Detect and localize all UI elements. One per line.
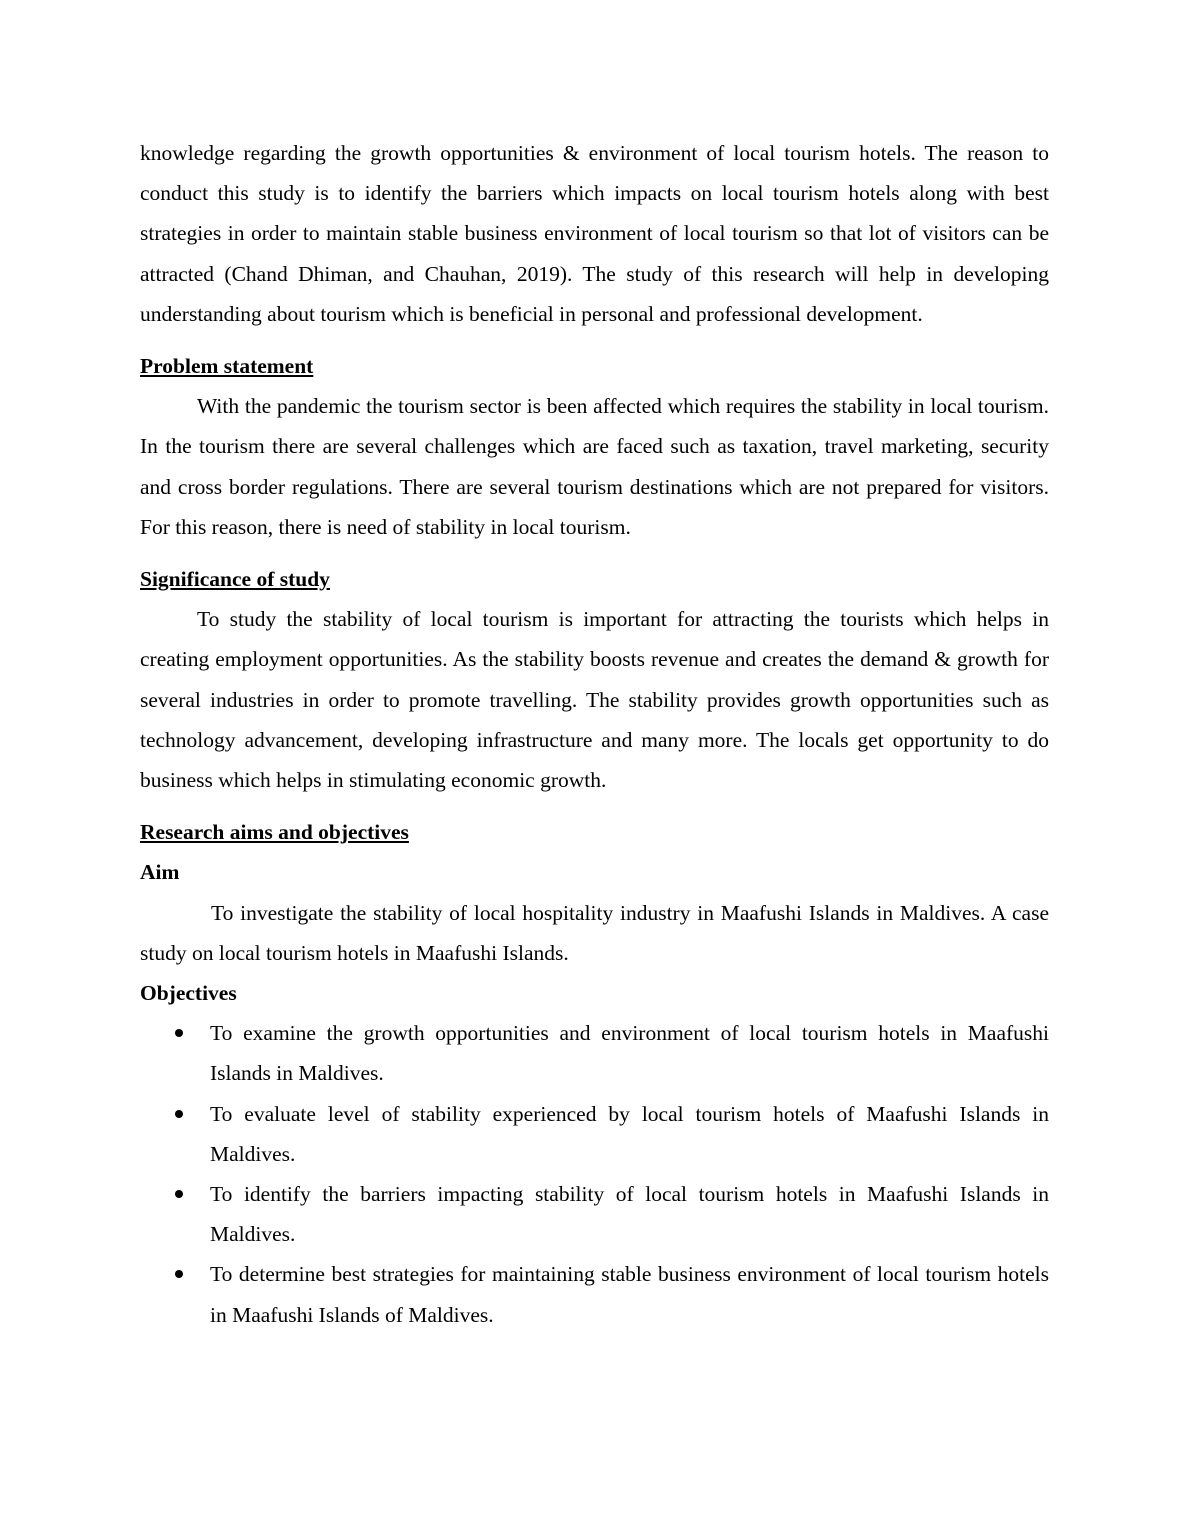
objectives-heading: Objectives <box>140 981 237 1006</box>
objective-item <box>140 1094 1049 1174</box>
bullet-icon <box>175 1190 183 1198</box>
objectives-list <box>140 1013 1049 1335</box>
intro-paragraph: knowledge regarding the growth opportunities & environment of local tourism hotels. The reason to conduct this study is to identify the barriers which impacts on local tourism hotels along with best strategies in order to maintain stable business environment of local tourism so that lot of visitors can be attracted (Chand Dhiman, and Chauhan, 2019). The study of this research will help in developing understanding about tourism which is beneficial in personal and professional development. <box>140 141 1049 326</box>
significance-heading: Significance of study <box>140 567 330 592</box>
objective-item <box>140 1013 1049 1093</box>
objective-text: To determine best strategies for maintaining stable business environment of local tourism hotels in Maafushi Islands of Maldives. <box>210 1262 1049 1327</box>
document-page <box>140 133 1049 1335</box>
objective-item <box>140 1254 1049 1334</box>
bullet-icon <box>175 1110 183 1118</box>
research-aims-heading: Research aims and objectives <box>140 820 409 845</box>
objective-text: To identify the barriers impacting stability of local tourism hotels in Maafushi Islands in Maldives. <box>210 1182 1049 1247</box>
aim-paragraph: To investigate the stability of local hospitality industry in Maafushi Islands in Maldives. A case study on local tourism hotels in Maafushi Islands. <box>140 900 1049 965</box>
objective-text: To examine the growth opportunities and environment of local tourism hotels in Maafushi Islands in Maldives. <box>210 1021 1049 1086</box>
aim-heading: Aim <box>140 860 180 885</box>
problem-statement-paragraph: With the pandemic the tourism sector is been affected which requires the stability in local tourism. In the tourism there are several challenges which are faced such as taxation, travel marketing, security and cross border regulations. There are several tourism destinations which are not prepared for visitors. For this reason, there is need of stability in local tourism. <box>140 394 1049 539</box>
bullet-icon <box>175 1270 183 1278</box>
objective-item <box>140 1174 1049 1254</box>
objective-text: To evaluate level of stability experienced by local tourism hotels of Maafushi Islands in Maldives. <box>210 1101 1049 1166</box>
significance-paragraph: To study the stability of local tourism is important for attracting the tourists which helps in creating employment opportunities. As the stability boosts revenue and creates the demand & growth for several industries in order to promote travelling. The stability provides growth opportunities such as technology advancement, developing infrastructure and many more. The locals get opportunity to do business which helps in stimulating economic growth. <box>140 607 1049 793</box>
bullet-icon <box>175 1029 183 1037</box>
problem-statement-heading: Problem statement <box>140 354 314 379</box>
